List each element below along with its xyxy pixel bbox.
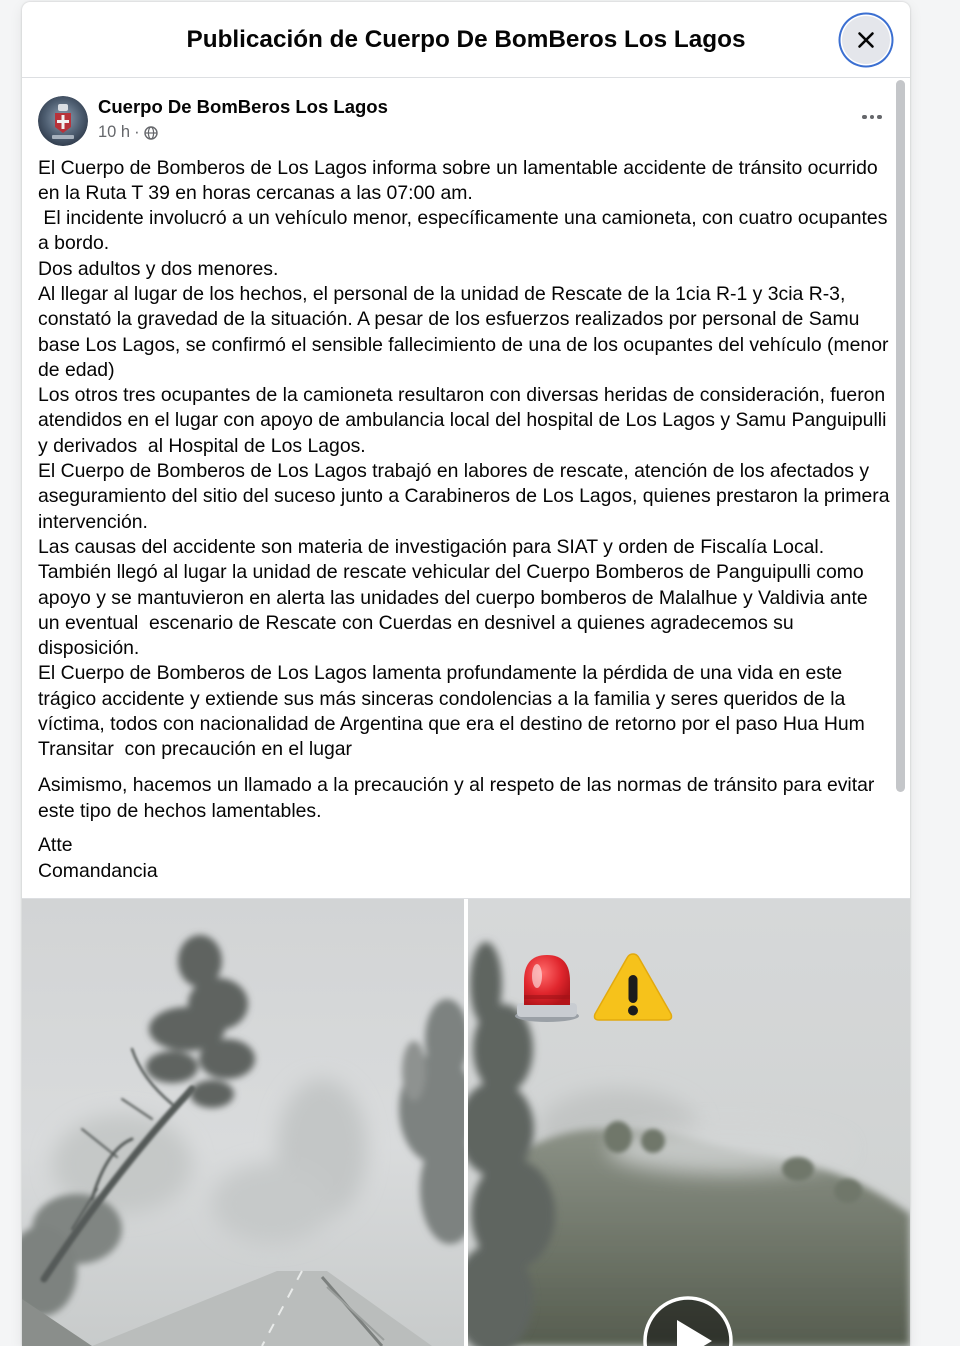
post-text-line: en la Ruta T 39 en horas cercanas a las 07:00 am. — [38, 181, 473, 204]
post-text-line: Atte — [38, 834, 73, 857]
post-text-line: El Cuerpo de Bomberos de Los Lagos trabajó en labores de rescate, atención de los afectados y — [38, 460, 870, 483]
post-text-line: víctima, todos con nacionalidad de Argentina que era el destino de retorno por el paso Hua Hum — [38, 713, 865, 736]
post-body-paragraph — [38, 156, 890, 763]
post-text-line: apoyo y se mantuvieron en alerta las unidades del cuerpo bomberos de Malalhue y Valdivia ante — [38, 586, 868, 609]
meta-separator: · — [134, 123, 140, 141]
post-text-line: trágico accidente y extiende sus más sinceras condolencias a la familia y seres queridos de la — [38, 687, 846, 710]
photo-left[interactable] — [22, 899, 464, 1346]
post-text-line: este tipo de hechos lamentables. — [38, 799, 322, 822]
more-options-icon — [862, 115, 867, 120]
post-text-line: Los otros tres ocupantes de la camioneta resultaron con diversas heridas de consideración, fueron — [38, 384, 886, 407]
post-text-line: atendidos en el lugar con apoyo de ambulancia local del hospital de Los Lagos y Samu Panguipulli — [38, 409, 887, 432]
post-text-line: intervención. — [38, 510, 148, 533]
post-text — [38, 156, 890, 884]
post-text-line: base Los Lagos, se confirmó el sensible fallecimiento de una de los ocupantes del vehículo (menor — [38, 333, 889, 356]
post-text-line: Asimismo, hacemos un llamado a la precaución y al respeto de las normas de tránsito para evitar — [38, 774, 875, 797]
post-text-line: de edad) — [38, 358, 115, 381]
post-text-line: y derivados al Hospital de Los Lagos. — [38, 434, 366, 457]
post-text-line: aseguramiento del sitio del suceso junto a Carabineros de Los Lagos, quienes prestaron la primera — [38, 485, 890, 508]
post-meta — [98, 122, 158, 142]
post-dialog — [22, 2, 910, 1346]
post-text-line: Dos adultos y dos menores. — [38, 257, 279, 280]
dialog-header — [22, 2, 910, 78]
post-text-line: un eventual escenario de Rescate con Cuerdas en desnivel a quienes agradecemos su — [38, 611, 794, 634]
post-text-line: Las causas del accidente son materia de investigación para SIAT y orden de Fiscalía Local. — [38, 535, 825, 558]
post-signature — [38, 833, 890, 884]
post-text-line: También llegó al lugar la unidad de rescate vehicular del Cuerpo Bomberos de Panguipulli como — [38, 561, 864, 584]
more-options-icon — [870, 115, 875, 120]
scrollbar-thumb[interactable] — [896, 80, 905, 792]
author-name-link[interactable]: Cuerpo De BomBeros Los Lagos — [98, 96, 388, 117]
post-text-line: Transitar con precaución en el lugar — [38, 738, 353, 761]
post-text-line: El Cuerpo de Bomberos de Los Lagos informa sobre un lamentable accidente de tránsito ocurrido — [38, 156, 878, 179]
post-media — [22, 898, 910, 1346]
post-text-line: Comandancia — [38, 859, 158, 882]
globe-icon — [144, 126, 158, 140]
close-button[interactable] — [842, 16, 890, 64]
more-options-icon — [877, 115, 882, 120]
post-text-line: a bordo. — [38, 232, 110, 255]
post-text-line: El incidente involucró a un vehículo menor, específicamente una camioneta, con cuatro ocupantes — [38, 207, 888, 230]
page-avatar[interactable] — [38, 96, 88, 146]
timestamp-link[interactable]: 10 h — [98, 123, 131, 141]
more-options-button[interactable] — [854, 99, 890, 135]
video-right[interactable] — [468, 899, 910, 1346]
close-icon — [856, 30, 876, 50]
post-text-line: constató la gravedad de la situación. A pesar de los esfuerzos realizados por personal de Samu — [38, 308, 860, 331]
post-text-line: El Cuerpo de Bomberos de Los Lagos lamenta profundamente la pérdida de una vida en este — [38, 662, 843, 685]
post-text-line: Al llegar al lugar de los hechos, el personal de la unidad de Rescate de la 1cia R-1 y 3cia R-3, — [38, 282, 846, 305]
post-text-line: disposición. — [38, 637, 140, 660]
post-closing-paragraph — [38, 773, 890, 824]
dialog-title: Publicación de Cuerpo De BomBeros Los Lagos — [186, 26, 746, 53]
